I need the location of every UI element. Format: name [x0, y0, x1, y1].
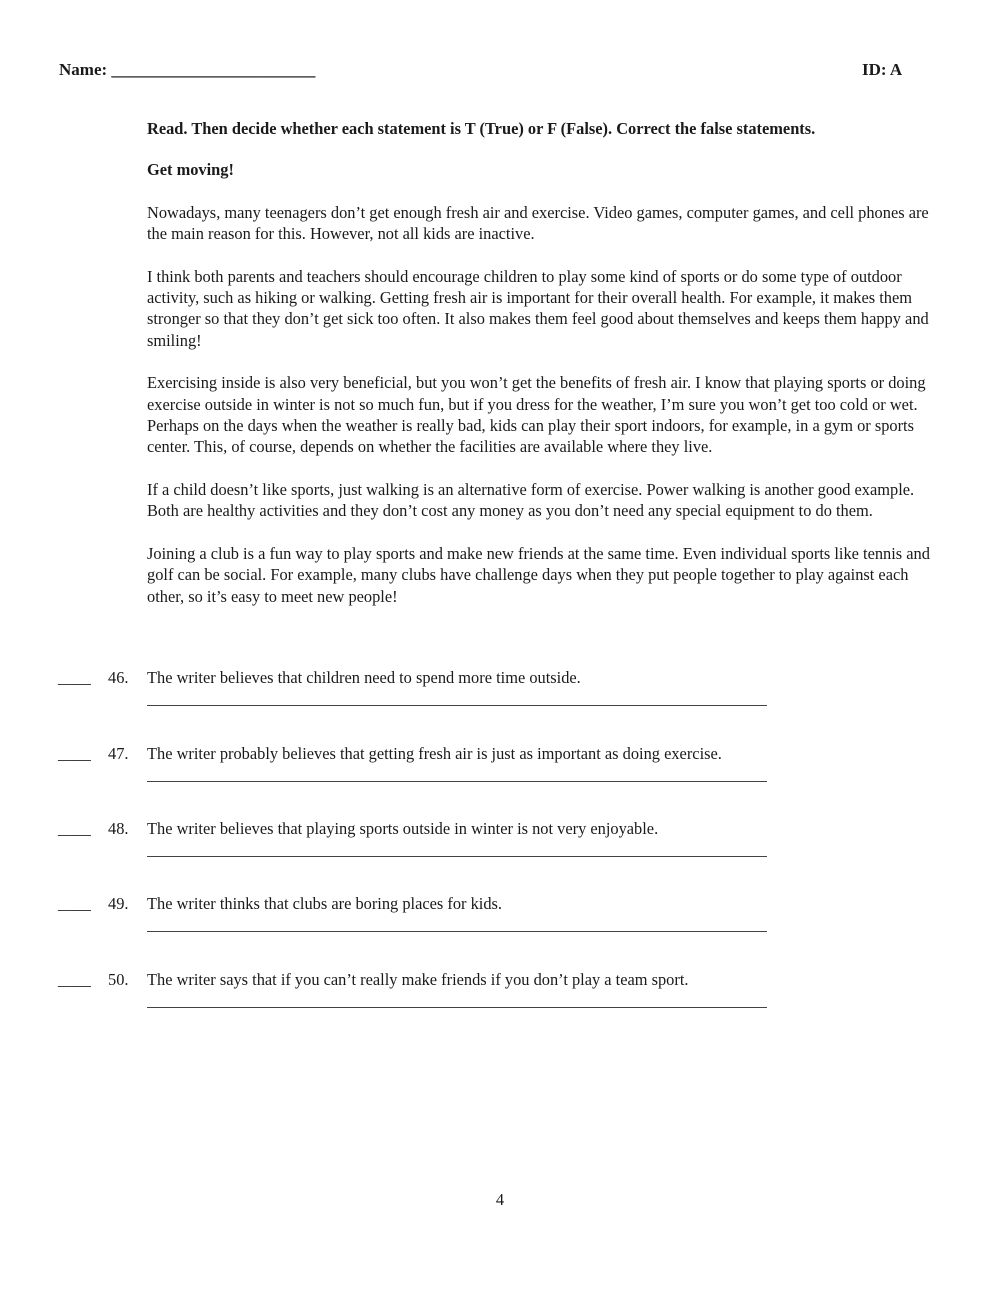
- name-field-label: Name: ________________________: [59, 60, 316, 79]
- question-text: The writer thinks that clubs are boring places for kids.: [147, 894, 503, 913]
- answer-blank[interactable]: ____: [58, 970, 91, 989]
- correction-line[interactable]: [147, 856, 767, 857]
- page-number: 4: [495, 1190, 505, 1209]
- question-number: 49.: [108, 894, 129, 913]
- reading-section: [147, 118, 935, 628]
- reading-paragraph-1: Nowadays, many teenagers don’t get enough fresh air and exercise. Video games, computer games, and cell phones are the main reason for this. However, not all kids are inactive.: [147, 202, 929, 244]
- question-text: The writer believes that children need to spend more time outside.: [147, 668, 581, 687]
- answer-blank[interactable]: ____: [58, 819, 91, 838]
- reading-paragraph-5: Joining a club is a fun way to play sports and make new friends at the same time. Even individual sports like tennis and golf can be social. For example, many clubs have challenge days when they put people together to play against each other, so it’s easy to meet new people!: [147, 543, 930, 606]
- question-50: [0, 969, 1000, 1029]
- instructions: Read. Then decide whether each statement is T (True) or F (False). Correct the false statements.: [147, 119, 816, 138]
- question-48: [0, 818, 1000, 878]
- correction-line[interactable]: [147, 705, 767, 706]
- question-text: The writer believes that playing sports outside in winter is not very enjoyable.: [147, 819, 659, 838]
- reading-title: Get moving!: [147, 160, 234, 180]
- question-text: The writer probably believes that getting fresh air is just as important as doing exercise.: [147, 744, 722, 763]
- answer-blank[interactable]: ____: [58, 894, 91, 913]
- question-number: 48.: [108, 819, 129, 838]
- question-number: 46.: [108, 668, 129, 687]
- question-text: The writer says that if you can’t really make friends if you don’t play a team sport.: [147, 970, 689, 989]
- question-number: 47.: [108, 744, 129, 763]
- question-number: 50.: [108, 970, 129, 989]
- test-id-label: ID: A: [862, 60, 903, 79]
- reading-paragraph-3: Exercising inside is also very beneficial, but you won’t get the benefits of fresh air. I know that playing sports or doing exercise outside in winter is not so much fun, but if you dress for the weather, I’m sure you won’t get too cold or wet. Perhaps on the days when the weather is really bad, kids can play their sport indoors, for example, in a gym or sports center. This, of course, depends on whether the facilities are available where they live.: [147, 373, 926, 457]
- correction-line[interactable]: [147, 931, 767, 932]
- answer-blank[interactable]: ____: [58, 744, 91, 763]
- question-46: [0, 667, 1000, 727]
- correction-line[interactable]: [147, 781, 767, 782]
- correction-line[interactable]: [147, 1007, 767, 1008]
- answer-blank[interactable]: ____: [58, 668, 91, 687]
- reading-paragraph-2: I think both parents and teachers should encourage children to play some kind of sports or do some type of outdoor activity, such as hiking or walking. Getting fresh air is important for their overall health. For example, it makes them stronger so that they don’t get sick too often. It also makes them feel good about themselves and keeps them happy and smiling!: [147, 266, 929, 350]
- question-49: [0, 893, 1000, 953]
- reading-paragraph-4: If a child doesn’t like sports, just walking is an alternative form of exercise. Power walking is another good example. Both are healthy activities and they don’t cost any money as you don’t need any special equipment to do them.: [147, 479, 915, 521]
- question-47: [0, 743, 1000, 803]
